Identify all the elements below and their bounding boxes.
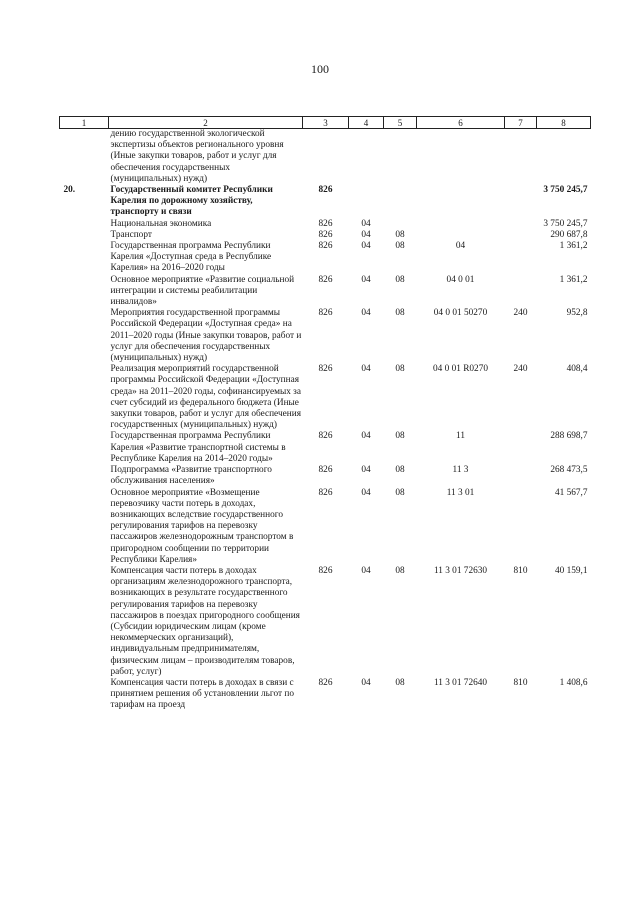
- row-grbs-code: 826: [318, 218, 333, 229]
- header-cell-5: 5: [384, 117, 417, 129]
- row-expense-type-code: [505, 241, 537, 275]
- header-cell-3: 3: [303, 117, 349, 129]
- row-number: [60, 241, 109, 275]
- row-name: Основное мероприятие «Возмещение перевозчику части потерь в доходах, возникающих вследствие государственного регулирования тарифов на перевозку пассажиров железнодорожным транспортом в пригородном сообщении по территории Республики Карелия»: [110, 487, 294, 565]
- row-subsection-code: [384, 129, 417, 186]
- row-grbs-code: 826: [318, 274, 333, 285]
- row-number: [60, 129, 109, 186]
- row-expense-type-code: [505, 185, 537, 219]
- row-number: [60, 488, 109, 566]
- table-row: [60, 308, 591, 364]
- header-row: [60, 117, 591, 129]
- row-expense-type-code: [505, 488, 537, 566]
- row-section-code: 04: [361, 274, 371, 285]
- row-grbs-code: 826: [318, 308, 333, 319]
- header-cell-8: 8: [537, 117, 591, 129]
- header-cell-7: 7: [505, 117, 537, 129]
- row-section-code: 04: [361, 308, 371, 319]
- row-sum: 1 361,2: [559, 241, 588, 252]
- row-grbs-code: 826: [318, 431, 333, 442]
- row-target-article-code: 11: [456, 431, 465, 442]
- row-subsection-code: [384, 219, 417, 230]
- row-sum: 3 750 245,7: [543, 185, 588, 196]
- table-row: [60, 431, 591, 465]
- row-number: [60, 465, 109, 487]
- budget-table: [59, 116, 591, 712]
- row-sum: [537, 129, 591, 186]
- row-section-code: 04: [361, 241, 371, 252]
- table-row: [60, 129, 591, 186]
- row-subsection-code: 08: [395, 274, 405, 285]
- row-target-article-code: [417, 185, 505, 219]
- row-subsection-code: 08: [395, 229, 405, 240]
- row-target-article-code: [417, 129, 505, 186]
- row-sum: 290 687,8: [550, 229, 588, 240]
- row-name: Транспорт: [110, 229, 152, 240]
- row-expense-type-code: [505, 129, 537, 186]
- row-subsection-code: 08: [395, 465, 405, 476]
- table-row: [60, 241, 591, 275]
- table-row: [60, 230, 591, 241]
- row-expense-type-code: 240: [513, 308, 528, 319]
- row-name: Компенсация части потерь в доходах в связи с принятием решения об установлении льгот по тарифам на проезд: [110, 677, 295, 711]
- row-section-code: 04: [361, 229, 371, 240]
- row-section-code: [349, 185, 384, 219]
- row-target-article-code: [417, 219, 505, 230]
- row-grbs-code: 826: [318, 229, 333, 240]
- row-target-article-code: 11 3 01: [446, 487, 475, 498]
- row-grbs-code: 826: [318, 565, 333, 576]
- row-expense-type-code: [505, 275, 537, 309]
- row-expense-type-code: 810: [513, 565, 528, 576]
- row-subsection-code: 08: [395, 241, 405, 252]
- row-sum: 268 473,5: [550, 465, 588, 476]
- row-expense-type-code: [505, 431, 537, 465]
- row-name: Подпрограмма «Развитие транспортного обслуживания населения»: [110, 465, 272, 487]
- row-expense-type-code: 810: [513, 677, 528, 688]
- row-name: Государственная программа Республики Карелия «Доступная среда в Республике Карелия» на 2016–2020 годы: [110, 241, 272, 274]
- row-target-article-code: 04 0 01 R0270: [432, 364, 488, 375]
- row-expense-type-code: 240: [513, 364, 528, 375]
- row-name: Государственная программа Республики Карелия «Развитие транспортной системы в Республике Карелия на 2014–2020 годы»: [110, 431, 286, 464]
- row-name: Национальная экономика: [110, 218, 212, 229]
- table-row: [60, 364, 591, 431]
- header-cell-4: 4: [349, 117, 384, 129]
- table-row: [60, 185, 591, 219]
- row-number: [60, 678, 109, 712]
- row-sum: 952,8: [566, 308, 588, 319]
- row-target-article-code: 11 3: [452, 465, 469, 476]
- row-section-code: 04: [361, 218, 371, 229]
- table-row: [60, 275, 591, 309]
- row-section-code: 04: [361, 364, 371, 375]
- row-grbs-code: 826: [318, 487, 333, 498]
- row-number: [60, 308, 109, 364]
- row-target-article-code: 04: [455, 241, 466, 252]
- row-grbs-code: 826: [318, 364, 333, 375]
- row-grbs-code: 826: [318, 677, 333, 688]
- row-name: Мероприятия государственной программы Российской Федерации «Доступная среда» на 2011–2020 годы (Иные закупки товаров, работ и услуг для обеспечения государственных (муниципальных) нужд): [110, 308, 302, 364]
- row-number: [60, 364, 109, 431]
- row-sum: 1 361,2: [559, 274, 588, 285]
- row-name: Основное мероприятие «Развитие социальной интеграции и системы реабилитации инвалидов»: [110, 274, 295, 308]
- table-row: [60, 488, 591, 566]
- row-grbs-code: 826: [318, 241, 333, 252]
- row-target-article-code: 11 3 01 72640: [433, 677, 488, 688]
- row-subsection-code: 08: [395, 565, 405, 576]
- row-subsection-code: [384, 185, 417, 219]
- row-section-code: 04: [361, 487, 371, 498]
- row-subsection-code: 08: [395, 487, 405, 498]
- row-name: Государственный комитет Республики Карелия по дорожному хозяйству, транспорту и связи: [110, 185, 273, 218]
- row-grbs-code: 826: [318, 465, 333, 476]
- row-sum: 40 159,1: [554, 565, 588, 576]
- row-name: Компенсация части потерь в доходах организациям железнодорожного транспорта, возникающих в результате государственного регулирования тарифов на перевозку пассажиров в поездах пригородного сообщения (Субсидии юридическим лицам (кроме некоммерческих организаций), индивидуальным предпринимателям, физическим лицам – производителям товаров, работ, услуг): [110, 565, 300, 677]
- row-section-code: [349, 129, 384, 186]
- header-cell-1: 1: [60, 117, 109, 129]
- row-subsection-code: 08: [395, 677, 405, 688]
- row-expense-type-code: [505, 219, 537, 230]
- row-name: Реализация мероприятий государственной программы Российской Федерации «Доступная среда» на 2011–2020 годы, софинансируемых за счет субсидий из федерального бюджета (Иные закупки товаров, работ и услуг для обеспечения государственных (муниципальных) нужд): [110, 364, 301, 431]
- row-name: дению государственной экологической экспертизы объектов регионального уровня (Иные закупки товаров, работ и услуг для обеспечения государственных (муниципальных) нужд): [110, 129, 284, 184]
- table-row: [60, 465, 591, 487]
- row-sum: 408,4: [566, 364, 588, 375]
- header-cell-2: 2: [109, 117, 303, 129]
- row-grbs-code: [303, 129, 349, 186]
- row-target-article-code: 04 0 01: [446, 274, 475, 285]
- row-sum: 288 698,7: [550, 431, 588, 442]
- header-cell-6: 6: [417, 117, 505, 129]
- row-number: [60, 219, 109, 230]
- row-number: [60, 230, 109, 241]
- row-section-code: 04: [361, 677, 371, 688]
- row-section-code: 04: [361, 465, 371, 476]
- table-row: [60, 219, 591, 230]
- table-row: [60, 678, 591, 712]
- table-body: [60, 129, 591, 712]
- row-target-article-code: 04 0 01 50270: [433, 308, 488, 319]
- row-expense-type-code: [505, 465, 537, 487]
- row-number: [60, 431, 109, 465]
- row-section-code: 04: [361, 565, 371, 576]
- row-subsection-code: 08: [395, 308, 405, 319]
- row-target-article-code: 11 3 01 72630: [433, 565, 488, 576]
- row-number: [60, 566, 109, 678]
- row-subsection-code: 08: [395, 364, 405, 375]
- row-number: [60, 275, 109, 309]
- table-row: [60, 566, 591, 678]
- row-sum: 1 408,6: [559, 677, 588, 688]
- row-section-code: 04: [361, 431, 371, 442]
- row-subsection-code: 08: [395, 431, 405, 442]
- row-sum: 41 567,7: [554, 487, 588, 498]
- row-number: 20.: [63, 185, 76, 196]
- row-sum: 3 750 245,7: [543, 218, 588, 229]
- row-grbs-code: 826: [318, 185, 333, 196]
- row-target-article-code: [417, 230, 505, 241]
- row-expense-type-code: [505, 230, 537, 241]
- page-number: 100: [311, 62, 329, 76]
